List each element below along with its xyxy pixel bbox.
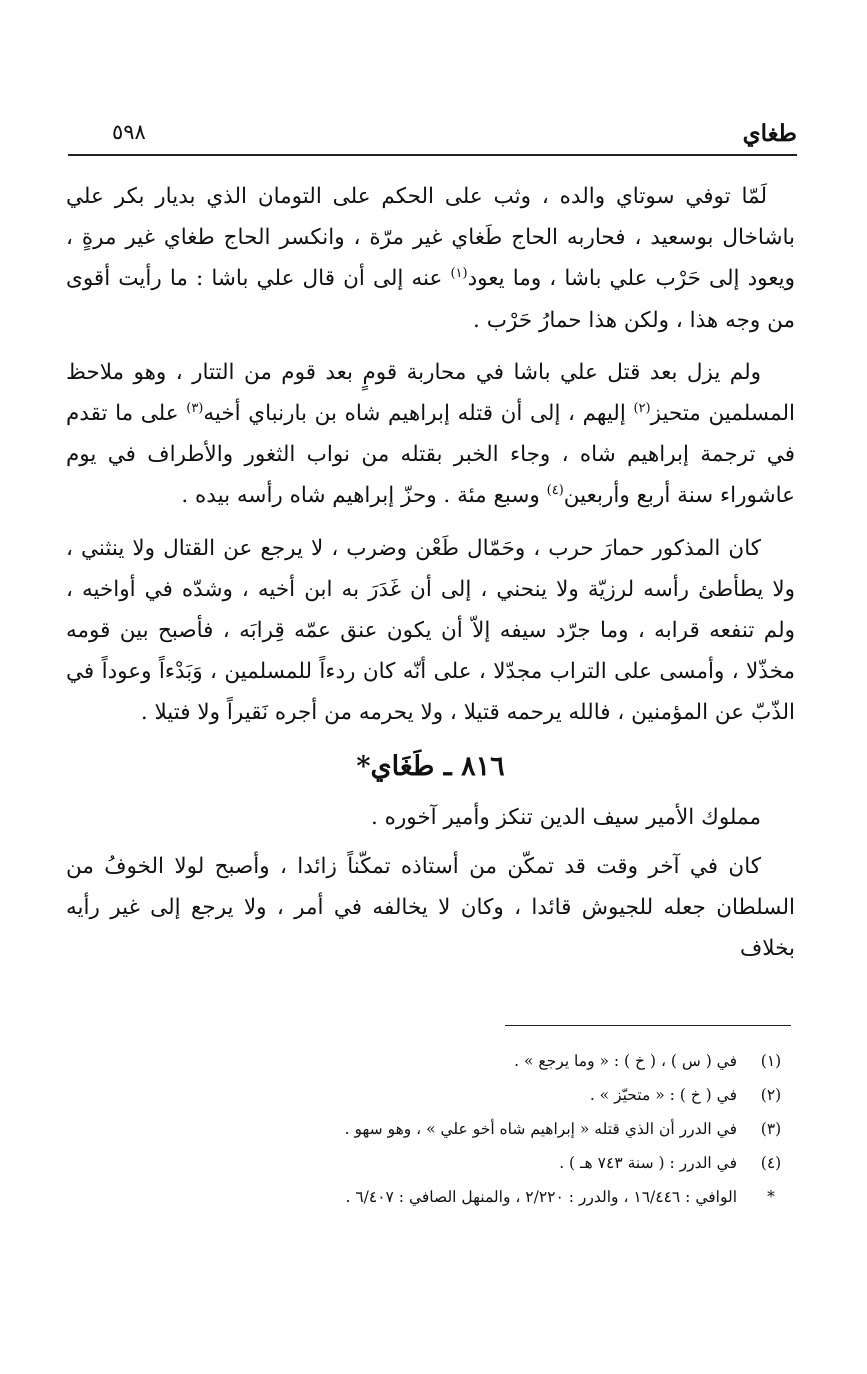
paragraph-1-text-continued: عنه إلى أن قال علي باشا : ما رأيت أقوى من وجه هذا ، ولكن هذا حمارُ حَرْب . [66, 266, 795, 333]
paragraph-2-text: ولم يزل بعد قتل علي باشا في محاربة قومٍ بعد قوم من التتار ، وهو ملاحظ المسلمين متحيز [66, 359, 795, 427]
footnote-text: في الدرر : ( سنة ٧٤٣ هـ ) . [559, 1154, 737, 1172]
footnote-marker: (٣) [760, 1120, 782, 1138]
footnote-text: في ( س ) ، ( خ ) : « وما يرجع » . [514, 1052, 737, 1070]
footnote-text: في ( خ ) : « متحيّز » . [589, 1086, 737, 1104]
paragraph-1 [66, 176, 795, 341]
footnote [68, 1078, 785, 1112]
footnote-ref-1: (١) [450, 266, 468, 282]
entry-paragraph: كان في آخر وقت قد تمكّن من أستاذه تمكّناً زائدا ، وأصبح لولا الخوفُ من السلطان جعله للجيوش قائدا ، وكان لا يخالفه في أمر ، ولا يرجع إلى غير رأيه بخلاف [66, 853, 795, 962]
footnote [68, 1044, 785, 1078]
footnote-ref-3: (٣) [186, 400, 204, 416]
footnote [68, 1112, 785, 1146]
paragraph-2 [66, 352, 795, 517]
running-title: طغاي [742, 120, 797, 147]
footnote [68, 1180, 785, 1214]
page-number: ٥٩٨ [112, 120, 146, 144]
paragraph-3: كان المذكور حمارَ حرب ، وحَمّال طَعْن وضرب ، لا يرجع عن القتال ولا ينثني ، ولا يطأطئ رأسه لرزيّة ولا ينحني ، إلى أن غَدَرَ به ابن أخيه ، وشدّه في أواخيه ، ولم تنفعه قرابه ، وما جرّد سيفه إلاّ أن يكون عنق عمّه قِرابَه ، فأصبح بين قومه مخذّلا ، وأمسى على التراب مجدّلا ، على أنّه كان ردءاً للمسلمين ، وَبَدْءاً وعوداً في الذّبّ عن المؤمنين ، فالله يرحمه قتيلا ، ولا يحرمه من أجره نَقيراً ولا فتيلا . [66, 535, 795, 726]
main-text [66, 176, 795, 980]
footnote-ref-2: (٢) [633, 400, 651, 416]
paragraph-1-text: لَمّا توفي سوتاي والده ، وثب على الحكم على التومان الذي بديار بكر علي باشاخال بوسعيد ، فحاربه الحاج طَغاي غير مرّة ، وانكسر الحاج طغاي غير مرةٍ ، ويعود إلى حَرْب علي باشا ، وما يعود [66, 184, 795, 292]
footnote-marker: * [767, 1188, 775, 1206]
entry-heading: ٨١٦ ـ طَغَاي* [356, 750, 505, 782]
footnote-text: في الدرر أن الذي قتله « إبراهيم شاه أخو علي » ، وهو سهو . [344, 1120, 737, 1138]
footnotes [68, 1044, 785, 1214]
entry-intro: مملوك الأمير سيف الدين تنكز وأمير آخوره . [370, 804, 761, 830]
footnote-text: الوافي : ١٦/٤٤٦ ، والدرر : ٢/٢٢٠ ، والمنهل الصافي : ٦/٤٠٧ . [345, 1188, 737, 1206]
footnote-marker: (٢) [760, 1086, 782, 1104]
footnote-marker: (٤) [760, 1154, 782, 1172]
footnote-separator [505, 1025, 791, 1026]
footnote-ref-4: (٤) [546, 483, 564, 499]
paragraph-2-text-continued: إليهم ، إلى أن قتله إبراهيم شاه بن بارنباي أخيه [203, 401, 634, 427]
paragraph-2-text-continued: على ما تقدم في ترجمة إبراهيم شاه ، وجاء الخبر بقتله من نواب الثغور والأطراف في يوم عاشوراء سنة أربع وأربعين [66, 401, 795, 509]
page-header [68, 112, 797, 156]
paragraph-2-text-end: وسبع مئة . وحزّ إبراهيم شاه رأسه بيده . [181, 483, 547, 509]
footnote-marker: (١) [760, 1052, 782, 1070]
footnote [68, 1146, 785, 1180]
